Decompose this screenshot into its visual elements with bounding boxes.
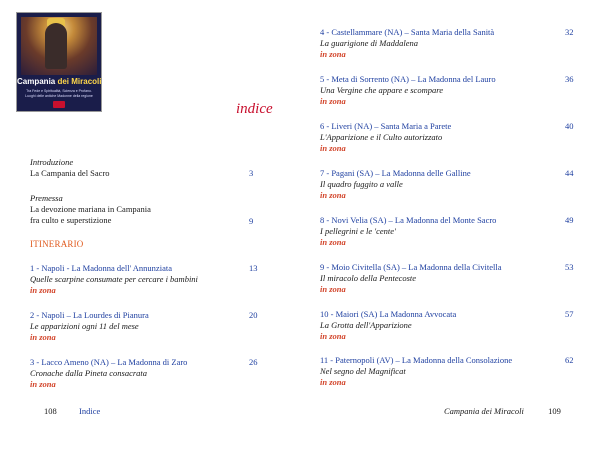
entry-subtitle: Il quadro fuggito a valle [320, 179, 403, 189]
entry-zone-link[interactable]: in zona [320, 377, 346, 387]
publisher-logo-icon [53, 101, 65, 108]
entry-subtitle: Nel segno del Magnificat [320, 366, 406, 376]
entry-subtitle: Cronache dalla Pineta consacrata [30, 368, 148, 378]
premessa-line-2: fra culto e superstizione [30, 215, 112, 225]
entry-subtitle: La Grotta dell'Apparizione [320, 320, 412, 330]
entry-title: 11 - Paternopoli (AV) – La Madonna della Consolazione [320, 355, 513, 365]
entry-zone-link[interactable]: in zona [320, 96, 346, 106]
entry-page-number: 36 [565, 74, 574, 84]
premessa-entry[interactable] [30, 193, 230, 226]
entry-page-number: 26 [249, 357, 258, 367]
entry-title: 7 - Pagani (SA) – La Madonna delle Galline [320, 168, 471, 178]
list-item[interactable] [320, 355, 565, 388]
book-cover-image [16, 12, 102, 112]
entry-subtitle: Il miracolo della Pentecoste [320, 273, 417, 283]
intro-label: Introduzione [30, 157, 74, 167]
intro-entry[interactable] [30, 157, 230, 179]
entry-zone-link[interactable]: in zona [320, 331, 346, 341]
entry-title: 2 - Napoli – La Lourdes di Pianura [30, 310, 149, 320]
entry-zone-link[interactable]: in zona [30, 285, 56, 295]
entry-subtitle: Quelle scarpine consumate per cercare i bambini [30, 274, 198, 284]
entry-page-number: 49 [565, 215, 574, 225]
entry-title: 4 - Castellammare (NA) – Santa Maria della Sanità [320, 27, 495, 37]
entry-title: 1 - Napoli - La Madonna dell' Annunziata [30, 263, 172, 273]
entry-title: 8 - Novi Velia (SA) – La Madonna del Monte Sacro [320, 215, 497, 225]
right-page [300, 0, 600, 450]
entry-page-number: 62 [565, 355, 574, 365]
list-item[interactable] [30, 263, 245, 296]
premessa-label: Premessa [30, 193, 63, 203]
intro-page-number: 3 [249, 168, 254, 178]
list-item[interactable] [320, 262, 565, 295]
right-running-head: Campania dei Miracoli [444, 406, 524, 416]
entry-subtitle: Le apparizioni ogni 11 del mese [30, 321, 139, 331]
entry-zone-link[interactable]: in zona [320, 237, 346, 247]
entry-page-number: 57 [565, 309, 574, 319]
entry-title: 10 - Maiori (SA) La Madonna Avvocata [320, 309, 457, 319]
entry-page-number: 44 [565, 168, 574, 178]
premessa-line-1: La devozione mariana in Campania [30, 204, 151, 214]
list-item[interactable] [320, 309, 565, 342]
list-item[interactable] [30, 310, 245, 343]
cover-subtitle: Tra Fede e Spiritualità, Scienza e Profano. Luoghi delle antiche Madonne della regione [25, 89, 93, 98]
entry-subtitle: La guarigione di Maddalena [320, 38, 418, 48]
entry-subtitle: Una Vergine che appare e scompare [320, 85, 443, 95]
entry-zone-link[interactable]: in zona [30, 332, 56, 342]
cover-title: Campania dei Miracoli [17, 77, 102, 86]
left-page-number: 108 [44, 406, 57, 416]
entry-page-number: 20 [249, 310, 258, 320]
entry-subtitle: I pellegrini e le 'cente' [320, 226, 396, 236]
list-item[interactable] [30, 357, 245, 390]
left-running-head: Indice [79, 406, 101, 416]
entry-zone-link[interactable]: in zona [320, 190, 346, 200]
right-page-number: 109 [548, 406, 561, 416]
entry-title: 3 - Lacco Ameno (NA) – La Madonna di Zaro [30, 357, 188, 367]
right-footer [444, 406, 561, 416]
entry-subtitle: L'Apparizione e il Culto autorizzato [320, 132, 443, 142]
entry-zone-link[interactable]: in zona [320, 143, 346, 153]
list-item[interactable] [320, 215, 565, 248]
index-heading: indice [236, 101, 273, 117]
itinerario-heading: ITINERARIO [30, 239, 84, 249]
list-item[interactable] [320, 74, 565, 107]
entry-zone-link[interactable]: in zona [30, 379, 56, 389]
list-item[interactable] [320, 27, 565, 60]
entry-title: 6 - Liveri (NA) – Santa Maria a Parete [320, 121, 452, 131]
madonna-figure-icon [45, 23, 67, 69]
list-item[interactable] [320, 121, 565, 154]
left-footer [44, 406, 100, 416]
entry-page-number: 40 [565, 121, 574, 131]
entry-zone-link[interactable]: in zona [320, 49, 346, 59]
premessa-page-number: 9 [249, 216, 254, 226]
list-item[interactable] [320, 168, 565, 201]
entry-title: 5 - Meta di Sorrento (NA) – La Madonna del Lauro [320, 74, 496, 84]
entry-zone-link[interactable]: in zona [320, 284, 346, 294]
entry-title: 9 - Moio Civitella (SA) – La Madonna della Civitella [320, 262, 502, 272]
intro-title: La Campania del Sacro [30, 168, 110, 178]
entry-page-number: 13 [249, 263, 258, 273]
entry-page-number: 32 [565, 27, 574, 37]
entry-page-number: 53 [565, 262, 574, 272]
